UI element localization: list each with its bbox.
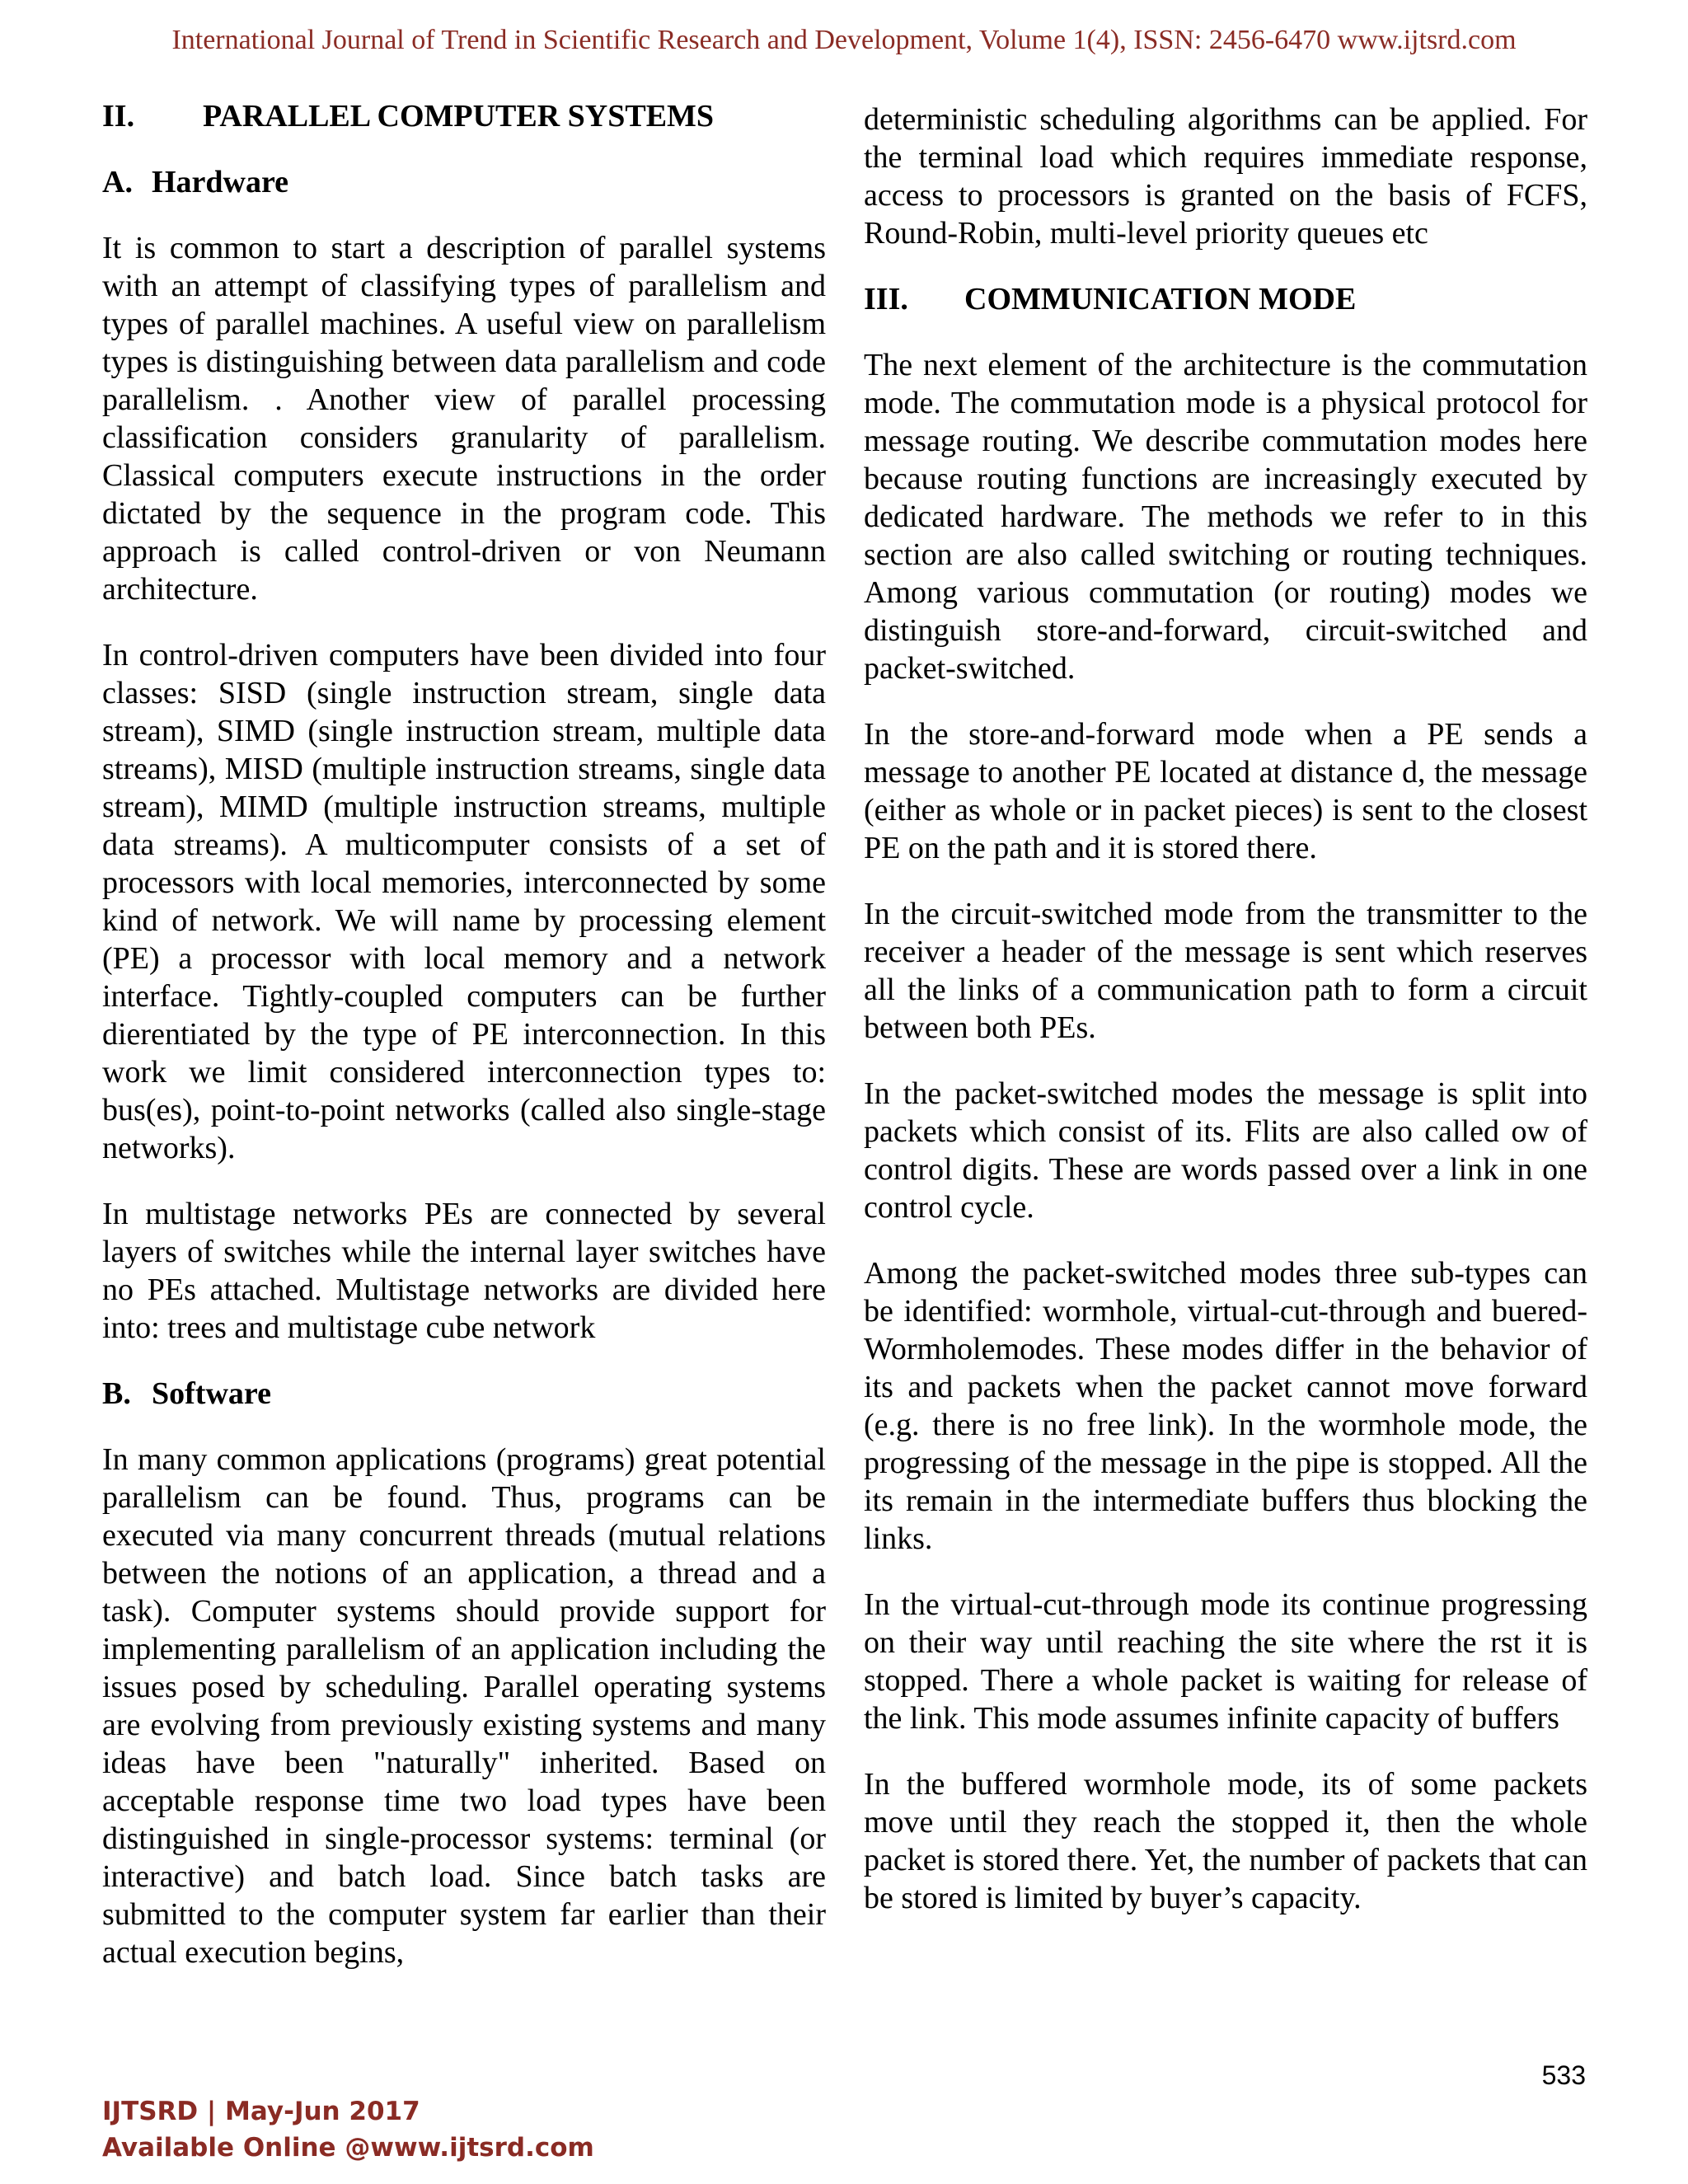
footer-availability: Available Online @www.ijtsrd.com (102, 2133, 594, 2163)
paragraph: In the store-and-forward mode when a PE sends a message to another PE located at distance d, the message (either as whole or in packet pieces) is sent to the closest PE on the path and it is stored there. (864, 717, 1587, 865)
paragraph: In the packet-switched modes the message is split into packets which consist of its. Flits are also called ow of control digits. These are words passed over a link in one control cycle. (864, 1076, 1587, 1225)
right-column (864, 101, 1587, 1945)
subsection-heading-software (102, 1375, 826, 1413)
paragraph: In the virtual-cut-through mode its continue progressing on their way until reaching the site where the rst it is stopped. There a whole packet is waiting for release of the link. This mode assumes infinite capacity of buffers (864, 1587, 1587, 1736)
subsection-title: Hardware (152, 165, 289, 199)
subsection-number: B. (102, 1376, 131, 1411)
section-number: III. (864, 282, 908, 316)
section-title: COMMUNICATION MODE (964, 282, 1357, 316)
footer-journal-issue: IJTSRD | May-Jun 2017 (102, 2097, 420, 2126)
paragraph: In the circuit-switched mode from the transmitter to the receiver a header of the message is sent which reserves all the links of a communication path to form a circuit between both PEs. (864, 897, 1587, 1045)
section-heading-communication-mode (864, 280, 1587, 318)
paragraph: In the buffered wormhole mode, its of some packets move until they reach the stopped it, then the whole packet is stored there. Yet, the number of packets that can be stored is limited by buyer’s capacity. (864, 1767, 1587, 1915)
subsection-heading-hardware (102, 163, 826, 201)
paragraph: deterministic scheduling algorithms can be applied. For the terminal load which requires immediate response, access to processors is granted on the basis of FCFS, Round-Robin, multi-level priority queues etc (864, 102, 1587, 251)
section-heading-parallel-computer-systems (102, 97, 826, 135)
running-header: International Journal of Trend in Scientific Research and Development, Volume 1(4), ISSN: 2456-6470 www.ijtsrd.com (171, 25, 1517, 55)
section-title: PARALLEL COMPUTER SYSTEMS (203, 99, 715, 134)
paragraph: In control-driven computers have been divided into four classes: SISD (single instruction stream, single data stream), SIMD (single instruction stream, multiple data streams), MISD (multiple instruction streams, single data stream), MIMD (multiple instruction streams, multiple data streams). A multicomputer consists of a set of processors with local memories, interconnected by some kind of network. We will name by processing element (PE) a processor with local memory and a network interface. Tightly-coupled computers can be further dierentiated by the type of PE interconnection. In this work we limit considered interconnection types to: bus(es), point-to-point networks (called also single-stage networks). (102, 638, 826, 1165)
page-number: 533 (1541, 2060, 1586, 2090)
page-footer (102, 2093, 594, 2166)
subsection-number: A. (102, 165, 133, 199)
paragraph: It is common to start a description of parallel systems with an attempt of classifying types of parallelism and types of parallel machines. A useful view on parallelism types is distinguishing between data parallelism and code parallelism. . Another view of parallel processing classification considers granularity of parallelism. Classical computers execute instructions in the order dictated by the sequence in the program code. This approach is called control-driven or von Neumann architecture. (102, 231, 826, 607)
paragraph: In many common applications (programs) great potential parallelism can be found. Thus, programs can be executed via many concurrent threads (mutual relations between the notions of an application, a thread and a task). Computer systems should provide support for implementing parallelism of an application including the issues posed by scheduling. Parallel operating systems are evolving from previously existing systems and many ideas have been "naturally" inherited. Based on acceptable response time two load types have been distinguished in single-processor systems: terminal (or interactive) and batch load. Since batch tasks are submitted to the computer system far earlier than their actual execution begins, (102, 1442, 826, 1970)
left-column (102, 97, 826, 1999)
paragraph: In multistage networks PEs are connected by several layers of switches while the internal layer switches have no PEs attached. Multistage networks are divided here into: trees and multistage cube network (102, 1197, 826, 1345)
section-number: II. (102, 99, 135, 134)
paragraph: Among the packet-switched modes three sub-types can be identified: wormhole, virtual-cut-through and buered-Wormholemodes. These modes differ in the behavior of its and packets when the packet cannot move forward (e.g. there is no free link). In the wormhole mode, the progressing of the message in the pipe is stopped. All the its remain in the intermediate buffers thus blocking the links. (864, 1256, 1587, 1556)
subsection-title: Software (152, 1376, 271, 1411)
paragraph: The next element of the architecture is the commutation mode. The commutation mode is a physical protocol for message routing. We describe commutation modes here because routing functions are increasingly executed by dedicated hardware. The methods we refer to in this section are also called switching or routing techniques. Among various commutation (or routing) modes we distinguish store-and-forward, circuit-switched and packet-switched. (864, 348, 1587, 686)
